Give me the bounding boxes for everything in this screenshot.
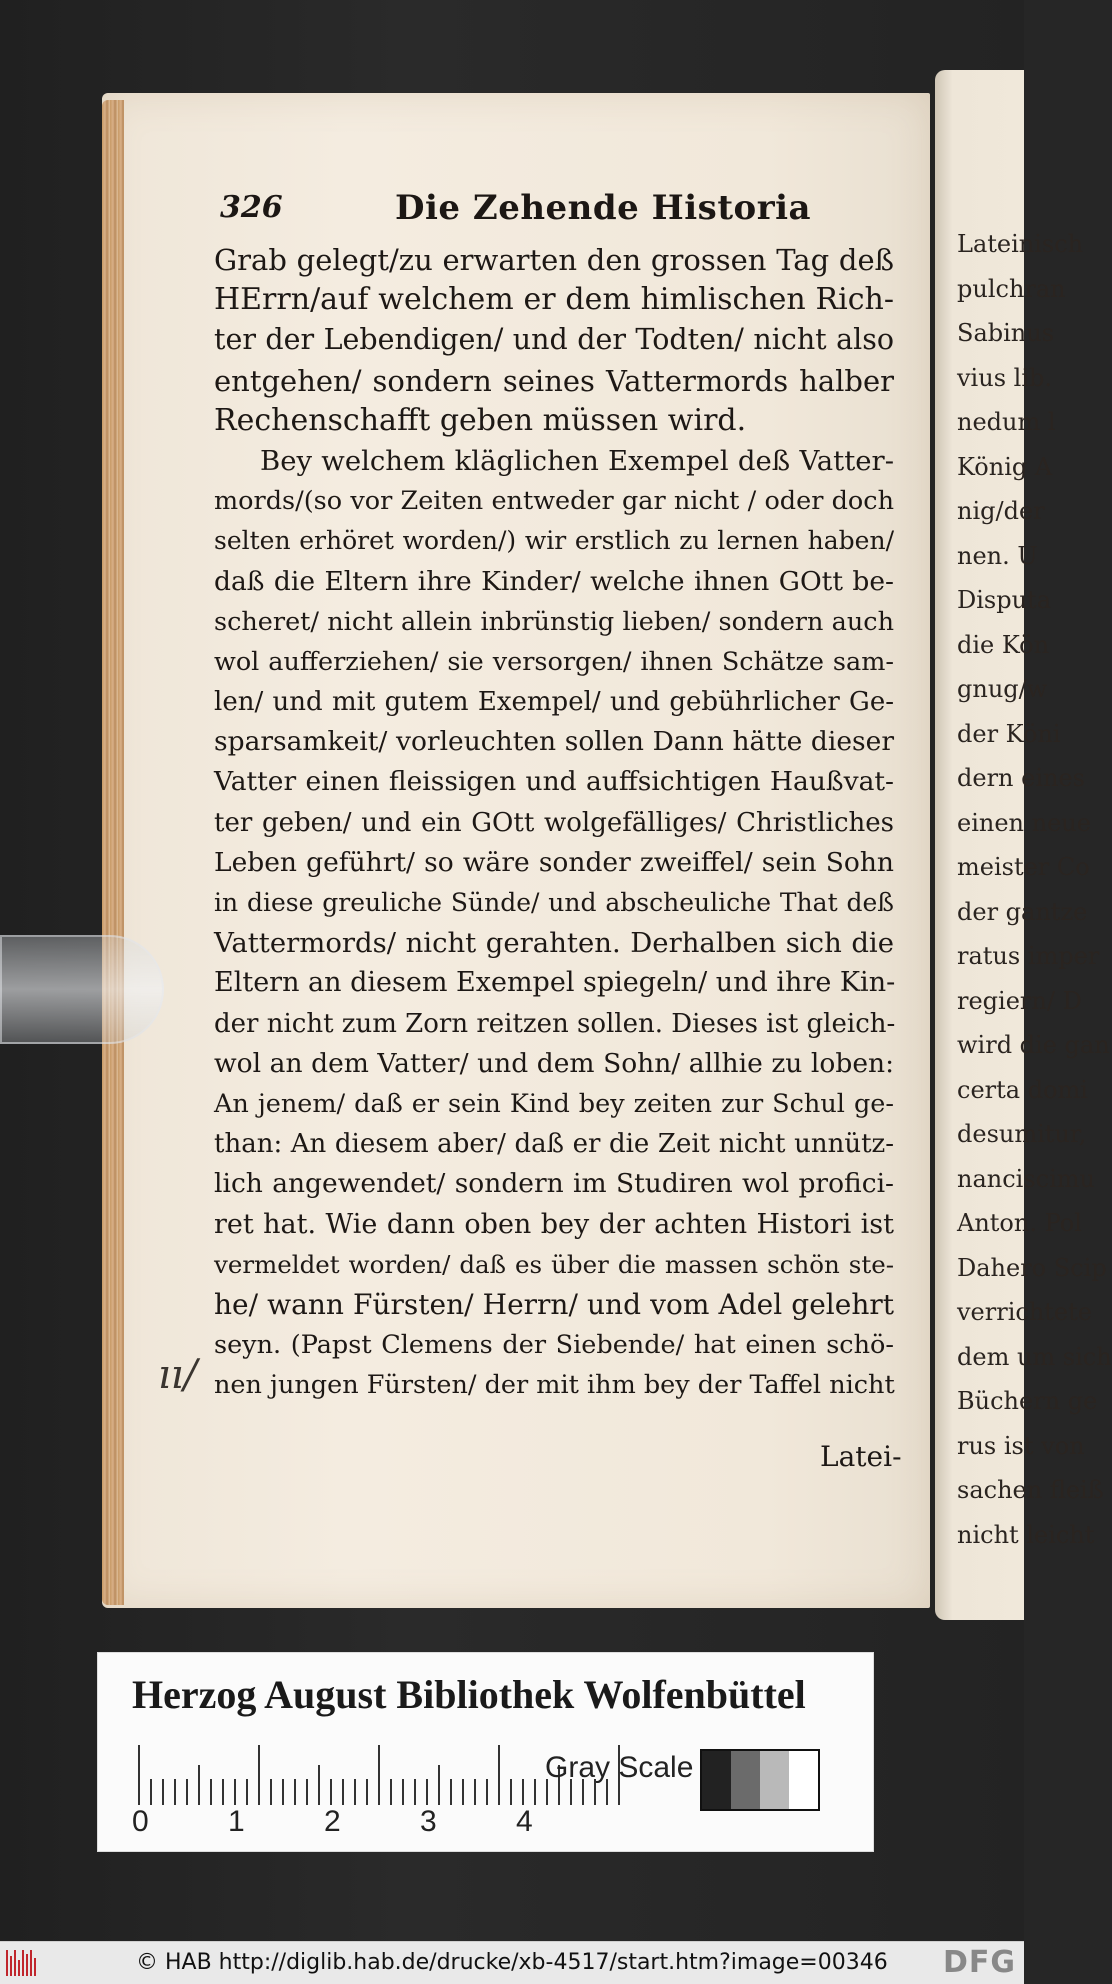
ruler-tick: [234, 1779, 236, 1805]
ruler-tick: [306, 1779, 308, 1805]
facing-page-line: Sabinus: [957, 319, 1055, 347]
hab-logo-icon: [6, 1950, 40, 1976]
text-line: len/ und mit gutem Exempel/ und gebührlicher Ge-: [214, 687, 894, 718]
ruler-tick: [174, 1779, 176, 1805]
ruler-tick: [294, 1779, 296, 1805]
text-line: than: An diesem aber/ daß er die Zeit nicht unnütz-: [214, 1129, 894, 1160]
text-line: Rechenschafft geben müssen wird.: [214, 402, 747, 438]
text-line: entgehen/ sondern seines Vattermords halber: [214, 363, 894, 398]
ruler-tick: [462, 1779, 464, 1805]
scale-number: 3: [420, 1805, 437, 1838]
facing-page-line: nanciscimu: [957, 1164, 1095, 1193]
ruler-tick: [198, 1765, 200, 1805]
facing-page-line: ratus imper: [957, 942, 1100, 970]
dfg-logo: DFG: [942, 1945, 1016, 1980]
scale-number: 2: [324, 1805, 341, 1838]
running-head: [220, 190, 910, 234]
facing-page-line: Disputa: [957, 586, 1052, 614]
ruler-tick: [402, 1779, 404, 1805]
ruler-tick: [414, 1779, 416, 1805]
ruler-tick: [450, 1779, 452, 1805]
text-line: scheret/ nicht allein inbrünstig lieben/ sondern auch: [214, 606, 894, 637]
margin-note: ıı/: [158, 1352, 198, 1398]
gray-swatch: [731, 1751, 760, 1809]
body-text: [214, 240, 894, 1405]
facing-page-line: Büchern ge: [957, 1387, 1098, 1415]
text-line: wol aufferziehen/ sie versorgen/ ihnen Schätze sam-: [214, 646, 894, 677]
page-number: 326: [220, 190, 283, 225]
text-line: seyn. (Papst Clemens der Siebende/ hat einen schö-: [214, 1330, 894, 1361]
ruler-tick: [426, 1779, 428, 1805]
label-title: Herzog August Bibliothek Wolfenbüttel: [132, 1672, 806, 1717]
text-line: lich angewendet/ sondern im Studiren wol profici-: [214, 1168, 894, 1200]
scale-number: 0: [132, 1805, 149, 1838]
text-line: der nicht zum Zorn reitzen sollen. Dieses ist gleich-: [214, 1008, 896, 1039]
facing-page-line: nig/der: [957, 497, 1045, 525]
ruler-tick: [138, 1745, 140, 1805]
facing-page-line: die Kön: [957, 630, 1050, 659]
scale-number: 4: [516, 1805, 533, 1838]
facing-page-line: nedum l: [957, 408, 1056, 436]
ruler-tick: [282, 1779, 284, 1805]
facing-page-line: regiern/ D: [957, 986, 1082, 1015]
text-line: ter geben/ und ein GOtt wolgefälliges/ Christliches: [214, 807, 894, 838]
facing-page-line: meister Co: [957, 853, 1090, 881]
text-line: ret hat. Wie dann oben bey der achten Histori ist: [214, 1208, 894, 1240]
text-line: daß die Eltern ihre Kinder/ welche ihnen GOtt be-: [214, 565, 894, 597]
facing-page-line: wird die gan: [957, 1031, 1110, 1059]
scale-number: 1: [228, 1805, 245, 1838]
text-line: Grab gelegt/zu erwarten den grossen Tag deß: [214, 243, 894, 277]
ruler-tick: [246, 1779, 248, 1805]
ruler-tick: [378, 1745, 380, 1805]
ruler-tick: [342, 1779, 344, 1805]
ruler-tick: [366, 1779, 368, 1805]
facing-page-line: Dahero Scip: [957, 1253, 1107, 1282]
gray-swatch: [760, 1751, 789, 1809]
ruler-tick: [258, 1745, 260, 1805]
text-line: Vatter einen fleissigen und auffsichtigen Haußvat-: [214, 766, 894, 798]
ruler-tick: [510, 1779, 512, 1805]
ruler-tick: [318, 1765, 320, 1805]
facing-page-line: pulchran: [957, 274, 1066, 303]
page-edge: [102, 100, 124, 1605]
facing-page: [935, 70, 1112, 1620]
text-line: he/ wann Fürsten/ Herrn/ und vom Adel gelehrt: [214, 1287, 894, 1321]
facing-page-line: rus ist von: [957, 1431, 1085, 1460]
text-line: ter der Lebendigen/ und der Todten/ nicht also: [214, 323, 894, 357]
facing-page-line: nen. U: [957, 541, 1038, 570]
footer-copyright-link[interactable]: © HAB http://diglib.hab.de/drucke/xb-4517/start.htm?image=00346: [136, 1950, 888, 1975]
gray-swatch: [789, 1751, 818, 1809]
facing-page-line: vius lib.: [957, 363, 1052, 392]
ruler-tick: [474, 1779, 476, 1805]
text-line: Bey welchem kläglichen Exempel deß Vatter-: [260, 444, 894, 477]
ruler-tick: [498, 1745, 500, 1805]
text-line: mords/(so vor Zeiten entweder gar nicht / oder doch: [214, 486, 894, 517]
facing-page-line: dem um sich: [957, 1342, 1112, 1371]
page-clip: [0, 935, 164, 1044]
gray-scale-swatches: [700, 1749, 820, 1811]
catchword: Latei-: [820, 1440, 902, 1473]
facing-page-line: Anton. Pol: [957, 1209, 1082, 1237]
library-label: [97, 1652, 874, 1852]
ruler-tick: [354, 1779, 356, 1805]
facing-page-line: der Köni: [957, 719, 1061, 748]
facing-page-line: einen neue: [957, 808, 1091, 837]
ruler-tick: [330, 1779, 332, 1805]
text-line: nen jungen Fürsten/ der mit ihm bey der Taffel nicht: [214, 1370, 895, 1401]
ruler-tick: [150, 1779, 152, 1805]
facing-page-line: verrichtete: [957, 1298, 1092, 1326]
text-line: An jenem/ daß er sein Kind bey zeiten zur Schul ge-: [214, 1088, 894, 1119]
facing-page-line: sachen fleiß: [957, 1476, 1104, 1504]
ruler-tick: [534, 1779, 536, 1805]
ruler-tick: [222, 1779, 224, 1805]
ruler-tick: [438, 1765, 440, 1805]
facing-page-line: desumitur,: [957, 1120, 1087, 1148]
ruler-tick: [270, 1779, 272, 1805]
ruler-tick: [390, 1779, 392, 1805]
facing-page-line: Lateinisch: [957, 230, 1084, 258]
gray-swatch: [702, 1751, 731, 1809]
text-line: selten erhöret worden/) wir erstlich zu lernen haben/: [214, 526, 894, 556]
footer-bar: [0, 1941, 1024, 1984]
text-line: Eltern an diesem Exempel spiegeln/ und ihre Kin-: [214, 967, 896, 999]
text-line: in diese greuliche Sünde/ und abscheuliche That deß: [214, 888, 894, 917]
facing-page-line: nicht leicht: [957, 1520, 1095, 1549]
running-head-title: Die Zehende Historia: [395, 188, 812, 228]
gray-scale-label: Gray Scale: [545, 1751, 694, 1784]
scale-numbers: [132, 1805, 632, 1839]
facing-page-line: König A: [957, 452, 1053, 481]
ruler-tick: [186, 1779, 188, 1805]
text-line: HErrn/auf welchem er dem himlischen Rich-: [214, 282, 894, 318]
text-line: Vattermords/ nicht gerahten. Derhalben sich die: [214, 927, 894, 960]
ruler-tick: [210, 1779, 212, 1805]
text-line: vermeldet worden/ daß es über die massen schön ste-: [214, 1249, 894, 1279]
facing-page-line: dern eines: [957, 764, 1085, 792]
facing-page-line: certa domi: [957, 1075, 1088, 1104]
ruler-tick: [162, 1779, 164, 1805]
facing-page-line: der gantze: [957, 897, 1088, 926]
text-line: Leben geführt/ so wäre sonder zweiffel/ sein Sohn: [214, 846, 894, 878]
ruler-tick: [522, 1779, 524, 1805]
text-line: sparsamkeit/ vorleuchten sollen Dann hätte dieser: [214, 726, 894, 758]
ruler-tick: [486, 1779, 488, 1805]
text-line: wol an dem Vatter/ und dem Sohn/ allhie zu loben:: [214, 1047, 894, 1079]
facing-page-line: gnug/w: [957, 675, 1048, 703]
